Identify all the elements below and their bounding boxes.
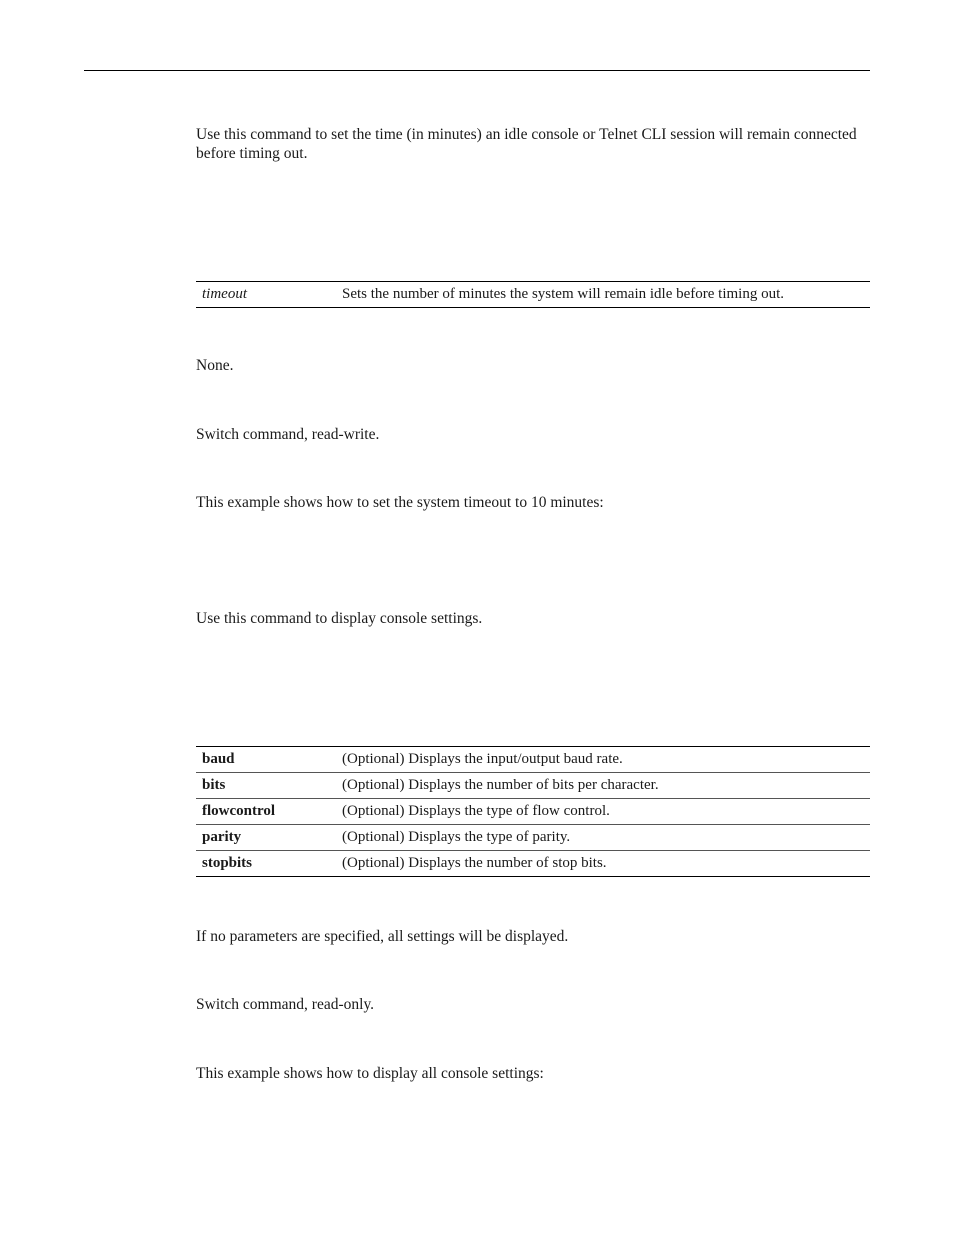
parameter-name: baud [196, 747, 342, 773]
console-example: This example shows how to display all console settings: [196, 1065, 544, 1082]
console-description: Use this command to display console settings. [196, 610, 483, 627]
parameter-name: timeout [196, 282, 342, 308]
timeout-example: This example shows how to set the system timeout to 10 minutes: [196, 494, 604, 511]
timeout-description: Use this command to set the time (in minutes) an idle console or Telnet CLI session will remain connected before timing out. [196, 126, 857, 162]
parameter-description: Sets the number of minutes the system will remain idle before timing out. [342, 282, 870, 308]
table-row [196, 747, 870, 773]
parameter-description: (Optional) Displays the type of flow control. [342, 799, 870, 825]
table-row [196, 851, 870, 877]
parameter-description: (Optional) Displays the input/output baud rate. [342, 747, 870, 773]
timeout-defaults: None. [196, 357, 234, 374]
console-mode: Switch command, read-only. [196, 996, 375, 1013]
parameter-description: (Optional) Displays the number of stop bits. [342, 851, 870, 877]
console-defaults: If no parameters are specified, all settings will be displayed. [196, 928, 569, 945]
parameter-name: parity [196, 825, 342, 851]
header-rule [84, 70, 870, 71]
table-row [196, 282, 870, 308]
table-row [196, 773, 870, 799]
parameter-description: (Optional) Displays the number of bits per character. [342, 773, 870, 799]
parameter-name: flowcontrol [196, 799, 342, 825]
parameter-description: (Optional) Displays the type of parity. [342, 825, 870, 851]
table-row [196, 799, 870, 825]
console-parameter-table [196, 746, 870, 877]
timeout-mode: Switch command, read-write. [196, 426, 380, 443]
table-row [196, 825, 870, 851]
parameter-name: bits [196, 773, 342, 799]
parameter-name: stopbits [196, 851, 342, 877]
timeout-parameter-table [196, 281, 870, 308]
